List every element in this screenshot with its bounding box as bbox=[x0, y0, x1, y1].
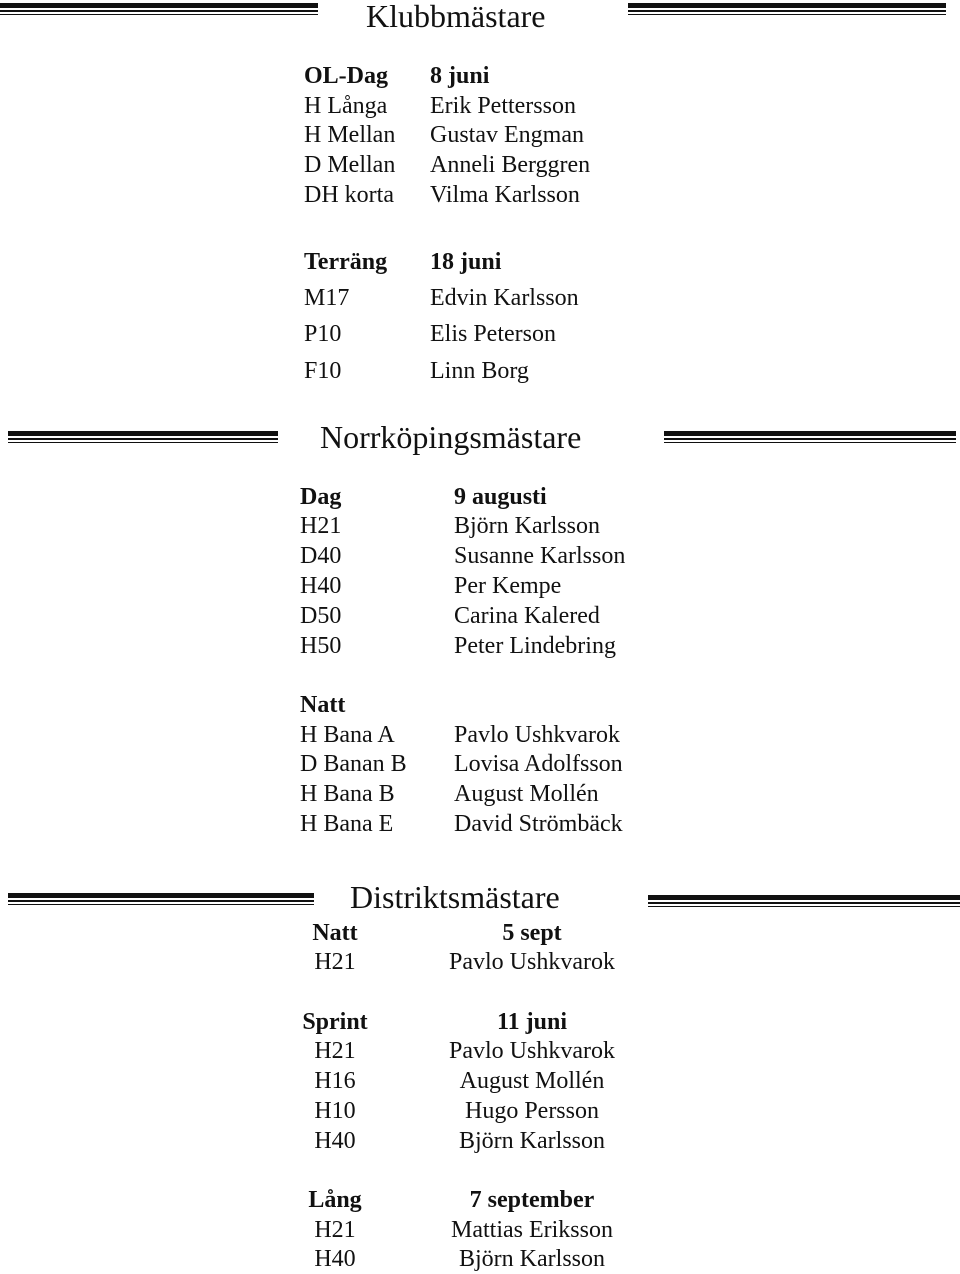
class-cell: D Mellan bbox=[304, 152, 396, 178]
winner-cell: Mattias Eriksson bbox=[451, 1217, 613, 1243]
event-label: Dag bbox=[300, 484, 342, 510]
title-rule-right bbox=[664, 431, 956, 443]
class-cell: D50 bbox=[300, 603, 342, 629]
winner-cell: Björn Karlsson bbox=[454, 513, 600, 539]
class-cell: D40 bbox=[300, 543, 342, 569]
event-date: 18 juni bbox=[430, 249, 502, 275]
class-cell: H40 bbox=[314, 1128, 356, 1154]
class-cell: H Mellan bbox=[304, 122, 396, 148]
winner-cell: Elis Peterson bbox=[430, 321, 556, 347]
class-cell: H21 bbox=[314, 949, 356, 975]
title-rule-left bbox=[0, 3, 318, 15]
event-date: 11 juni bbox=[496, 1009, 568, 1035]
class-cell: H21 bbox=[314, 1038, 356, 1064]
event-date: 9 augusti bbox=[454, 484, 547, 510]
winner-cell: Pavlo Ushkvarok bbox=[454, 722, 620, 748]
event-date: 7 september bbox=[469, 1187, 595, 1213]
winner-cell: Björn Karlsson bbox=[459, 1246, 605, 1272]
title-rule-right bbox=[628, 3, 946, 15]
winner-cell: August Mollén bbox=[454, 781, 599, 807]
winner-cell: Per Kempe bbox=[454, 573, 562, 599]
event-label: Terräng bbox=[304, 249, 388, 275]
section-title-distriktsmastare: Distriktsmästare bbox=[350, 879, 560, 915]
class-cell: H10 bbox=[314, 1098, 356, 1124]
event-date: 5 sept bbox=[502, 920, 562, 946]
winner-cell: Lovisa Adolfsson bbox=[454, 751, 623, 777]
winner-cell: Susanne Karlsson bbox=[454, 543, 626, 569]
winner-cell: Erik Pettersson bbox=[430, 93, 576, 119]
section-title-klubbmastare: Klubbmästare bbox=[366, 0, 546, 34]
winner-cell: Vilma Karlsson bbox=[430, 182, 580, 208]
winner-cell: Carina Kalered bbox=[454, 603, 600, 629]
winner-cell: Hugo Persson bbox=[464, 1098, 599, 1124]
class-cell: M17 bbox=[304, 285, 350, 311]
title-rule-left bbox=[8, 893, 314, 905]
winner-cell: Björn Karlsson bbox=[459, 1128, 605, 1154]
winner-cell: Peter Lindebring bbox=[454, 633, 616, 659]
event-label: Natt bbox=[300, 692, 346, 718]
section-title-norrkopingsmastare: Norrköpingsmästare bbox=[320, 419, 582, 455]
winner-cell: Edvin Karlsson bbox=[430, 285, 579, 311]
class-cell: H50 bbox=[300, 633, 342, 659]
winner-cell: Gustav Engman bbox=[430, 122, 584, 148]
class-cell: H Långa bbox=[304, 93, 388, 119]
class-cell: H40 bbox=[314, 1246, 356, 1272]
class-cell: F10 bbox=[304, 358, 342, 384]
class-cell: DH korta bbox=[304, 182, 394, 208]
class-cell: H Bana E bbox=[300, 811, 394, 837]
event-label: OL-Dag bbox=[304, 63, 388, 89]
event-label: Sprint bbox=[302, 1009, 368, 1035]
event-date: 8 juni bbox=[430, 63, 490, 89]
class-cell: H16 bbox=[314, 1068, 356, 1094]
winner-cell: Pavlo Ushkvarok bbox=[449, 949, 615, 975]
title-rule-left bbox=[8, 431, 278, 443]
winner-cell: Linn Borg bbox=[430, 358, 529, 384]
class-cell: D Banan B bbox=[300, 751, 407, 777]
event-label: Natt bbox=[312, 920, 358, 946]
winner-cell: August Mollén bbox=[459, 1068, 605, 1094]
class-cell: H Bana A bbox=[300, 722, 395, 748]
class-cell: P10 bbox=[304, 321, 342, 347]
event-label: Lång bbox=[308, 1187, 362, 1213]
winner-cell: Anneli Berggren bbox=[430, 152, 591, 178]
class-cell: H40 bbox=[300, 573, 342, 599]
class-cell: H21 bbox=[300, 513, 342, 539]
title-rule-right bbox=[648, 895, 960, 907]
class-cell: H Bana B bbox=[300, 781, 395, 807]
class-cell: H21 bbox=[314, 1217, 356, 1243]
winner-cell: David Strömbäck bbox=[454, 811, 623, 837]
winner-cell: Pavlo Ushkvarok bbox=[449, 1038, 615, 1064]
